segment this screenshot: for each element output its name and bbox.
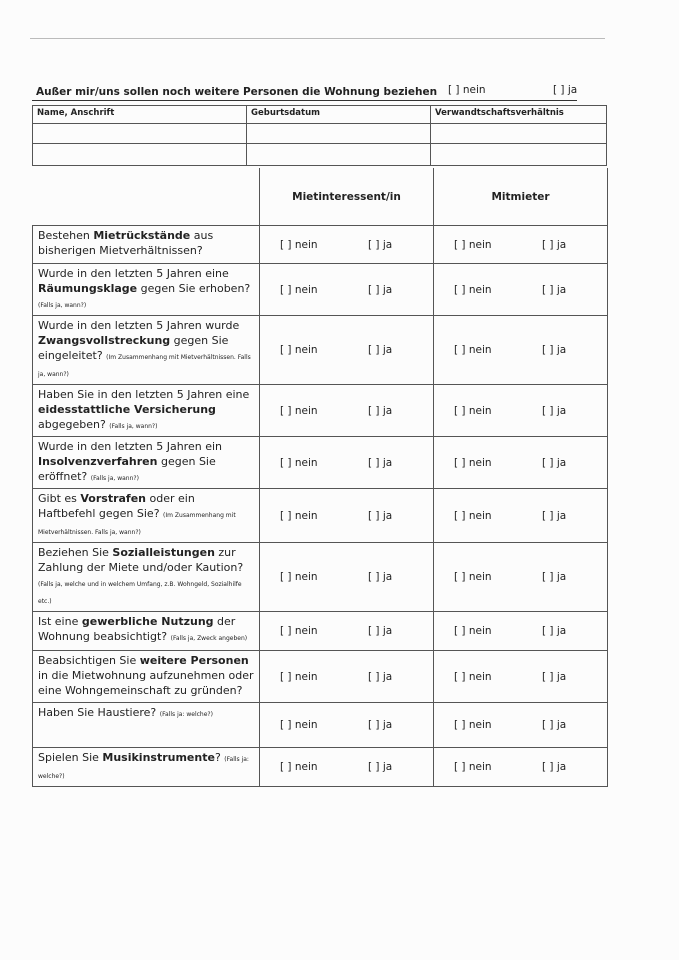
question-text: gegen Sie eröffnet?	[38, 455, 216, 483]
question-note: (Falls ja, wann?)	[90, 475, 139, 482]
question-text: Wurde in den letzten 5 Jahren ein	[38, 440, 222, 453]
question-text: ?	[214, 751, 221, 764]
divider	[30, 38, 605, 39]
checkbox-nein[interactable]: [ ] nein	[454, 625, 492, 637]
question-note: (Falls ja, Zweck angeben)	[170, 635, 248, 642]
input-cell[interactable]	[247, 124, 431, 144]
question-cell	[33, 543, 260, 612]
answer-cell-mietinteressent	[260, 543, 434, 612]
question-keyword: Räumungsklage	[38, 282, 138, 295]
checkbox-ja[interactable]: [ ] ja	[542, 283, 567, 296]
table-row	[33, 385, 608, 437]
answer-cell-mitmieter	[434, 316, 608, 385]
input-cell[interactable]	[431, 144, 607, 166]
checkbox-nein[interactable]: [ ] nein	[454, 283, 492, 296]
checkbox-nein[interactable]: [ ] nein	[454, 509, 492, 522]
question-note: (Falls ja, wann?)	[109, 423, 158, 430]
question-text: gegen Sie erhoben?	[137, 282, 251, 295]
question-text: abgegeben?	[38, 418, 106, 431]
questions-table	[32, 168, 608, 787]
checkbox-nein[interactable]: [ ] nein	[280, 238, 318, 251]
col-header: Geburtsdatum	[247, 106, 431, 124]
checkbox-nein[interactable]: [ ] nein	[454, 344, 492, 356]
answer-cell-mitmieter	[434, 226, 608, 264]
section-title: Außer mir/uns sollen noch weitere Personen die Wohnung beziehen	[36, 86, 438, 98]
table-row	[33, 316, 608, 385]
answer-cell-mietinteressent	[260, 703, 434, 748]
question-text: in die Mietwohnung aufzunehmen oder eine Wohngemeinschaft zu gründen?	[38, 669, 254, 697]
answer-cell-mietinteressent	[260, 489, 434, 543]
input-cell[interactable]	[431, 124, 607, 144]
question-text: Haben Sie Haustiere?	[38, 706, 157, 719]
checkbox-nein[interactable]: [ ] nein	[454, 761, 492, 773]
question-note: (Falls ja: welche?)	[159, 711, 213, 718]
question-text: Beziehen Sie	[38, 546, 113, 559]
question-text: Beabsichtigen Sie	[38, 654, 140, 667]
answer-cell-mitmieter	[434, 489, 608, 543]
answer-cell-mietinteressent	[260, 612, 434, 651]
answer-cell-mitmieter	[434, 264, 608, 316]
checkbox-ja[interactable]: [ ] ja	[542, 670, 567, 683]
question-cell	[33, 385, 260, 437]
question-note: (Im Zusammenhang mit Mietverhältnissen. Falls ja, wann?)	[38, 512, 236, 536]
question-note: (Im Zusammenhang mit Mietverhältnissen. Falls ja, wann?)	[38, 354, 251, 378]
question-keyword: weitere Personen	[139, 654, 249, 667]
checkbox-nein[interactable]: [ ] nein	[280, 456, 318, 469]
checkbox-nein[interactable]: [ ] nein	[454, 571, 492, 583]
answer-cell-mitmieter	[434, 703, 608, 748]
checkbox-ja[interactable]: [ ] ja	[542, 404, 567, 417]
option-ja[interactable]: [ ] ja	[553, 84, 578, 96]
answer-cell-mietinteressent	[260, 651, 434, 703]
checkbox-ja[interactable]: [ ] ja	[368, 719, 393, 731]
checkbox-ja[interactable]: [ ] ja	[542, 761, 567, 773]
question-text: Ist eine	[38, 615, 82, 628]
question-note: (Falls ja, welche und in welchem Umfang, z.B. Wohngeld, Sozialhilfe etc.)	[38, 581, 242, 605]
table-row	[33, 651, 608, 703]
checkbox-nein[interactable]: [ ] nein	[280, 670, 318, 683]
answer-cell-mietinteressent	[260, 226, 434, 264]
col-header: Mitmieter	[434, 168, 608, 226]
answer-cell-mitmieter	[434, 651, 608, 703]
answer-cell-mietinteressent	[260, 748, 434, 787]
question-cell	[33, 264, 260, 316]
question-text: Bestehen	[38, 229, 94, 242]
checkbox-nein[interactable]: [ ] nein	[280, 283, 318, 296]
question-keyword: Sozialleistungen	[112, 546, 215, 559]
table-row	[33, 703, 608, 748]
checkbox-nein[interactable]: [ ] nein	[454, 238, 492, 251]
question-text: oder ein Haftbefehl gegen Sie?	[38, 492, 195, 520]
question-text: Wurde in den letzten 5 Jahren wurde	[38, 319, 240, 332]
checkbox-ja[interactable]: [ ] ja	[368, 571, 393, 583]
question-cell	[33, 612, 260, 651]
checkbox-ja[interactable]: [ ] ja	[542, 238, 567, 251]
answer-cell-mitmieter	[434, 748, 608, 787]
table-row	[33, 748, 608, 787]
answer-cell-mietinteressent	[260, 264, 434, 316]
question-cell	[33, 316, 260, 385]
question-cell	[33, 489, 260, 543]
checkbox-nein[interactable]: [ ] nein	[280, 509, 318, 522]
table-row	[33, 437, 608, 489]
question-text: Spielen Sie	[38, 751, 103, 764]
checkbox-ja[interactable]: [ ] ja	[368, 761, 393, 773]
question-text: aus bisherigen Mietverhältnissen?	[38, 229, 214, 257]
question-keyword: Insolvenzverfahren	[38, 455, 158, 468]
checkbox-ja[interactable]: [ ] ja	[368, 625, 393, 637]
checkbox-ja[interactable]: [ ] ja	[542, 571, 567, 583]
question-keyword: Mietrückstände	[93, 229, 191, 242]
checkbox-ja[interactable]: [ ] ja	[542, 719, 567, 731]
question-note: (Falls ja: welche?)	[38, 756, 249, 780]
checkbox-ja[interactable]: [ ] ja	[368, 404, 393, 417]
answer-cell-mitmieter	[434, 385, 608, 437]
checkbox-nein[interactable]: [ ] nein	[454, 719, 492, 731]
answer-cell-mitmieter	[434, 543, 608, 612]
persons-table	[32, 105, 607, 166]
question-cell	[33, 703, 260, 748]
divider	[32, 100, 577, 101]
question-text: zur Zahlung der Miete und/oder Kaution?	[38, 546, 244, 574]
question-text: der Wohnung beabsichtigt?	[38, 615, 236, 643]
option-nein[interactable]: [ ] nein	[448, 84, 486, 96]
col-header: Name, Anschrift	[33, 106, 247, 124]
table-row	[33, 226, 608, 264]
checkbox-ja[interactable]: [ ] ja	[368, 670, 393, 683]
checkbox-nein[interactable]: [ ] nein	[454, 670, 492, 683]
question-cell	[33, 226, 260, 264]
question-keyword: Musikinstrumente	[102, 751, 215, 764]
checkbox-ja[interactable]: [ ] ja	[368, 509, 393, 522]
answer-cell-mitmieter	[434, 437, 608, 489]
question-note: (Falls ja, wann?)	[38, 302, 87, 309]
checkbox-nein[interactable]: [ ] nein	[280, 571, 318, 583]
answer-cell-mitmieter	[434, 612, 608, 651]
col-header: Verwandtschaftsverhältnis	[431, 106, 607, 124]
table-row	[33, 489, 608, 543]
checkbox-ja[interactable]: [ ] ja	[368, 344, 393, 356]
checkbox-nein[interactable]: [ ] nein	[454, 404, 492, 417]
question-keyword: Zwangsvollstreckung	[38, 334, 171, 347]
checkbox-ja[interactable]: [ ] ja	[542, 456, 567, 469]
answer-cell-mietinteressent	[260, 437, 434, 489]
question-keyword: Vorstrafen	[80, 492, 146, 505]
question-cell	[33, 651, 260, 703]
question-text: Haben Sie in den letzten 5 Jahren eine	[38, 388, 250, 401]
input-cell[interactable]	[33, 144, 247, 166]
checkbox-ja[interactable]: [ ] ja	[368, 283, 393, 296]
question-cell	[33, 437, 260, 489]
checkbox-ja[interactable]: [ ] ja	[542, 625, 567, 637]
question-text: Gibt es	[38, 492, 81, 505]
input-cell[interactable]	[33, 124, 247, 144]
question-keyword: gewerbliche Nutzung	[81, 615, 214, 628]
checkbox-nein[interactable]: [ ] nein	[280, 625, 318, 637]
question-cell	[33, 748, 260, 787]
table-row	[33, 543, 608, 612]
checkbox-nein[interactable]: [ ] nein	[280, 719, 318, 731]
col-header: Mietinteressent/in	[260, 168, 434, 226]
table-row	[33, 612, 608, 651]
question-text: gegen Sie eingeleitet?	[38, 334, 229, 362]
input-cell[interactable]	[247, 144, 431, 166]
checkbox-ja[interactable]: [ ] ja	[542, 344, 567, 356]
question-keyword: eidesstattliche Versicherung	[38, 403, 216, 416]
checkbox-nein[interactable]: [ ] nein	[280, 404, 318, 417]
checkbox-ja[interactable]: [ ] ja	[368, 238, 393, 251]
checkbox-nein[interactable]: [ ] nein	[280, 344, 318, 356]
answer-cell-mietinteressent	[260, 385, 434, 437]
checkbox-nein[interactable]: [ ] nein	[280, 761, 318, 773]
checkbox-ja[interactable]: [ ] ja	[542, 509, 567, 522]
question-text: Wurde in den letzten 5 Jahren eine	[38, 267, 229, 280]
checkbox-ja[interactable]: [ ] ja	[368, 456, 393, 469]
checkbox-nein[interactable]: [ ] nein	[454, 456, 492, 469]
answer-cell-mietinteressent	[260, 316, 434, 385]
table-row	[33, 264, 608, 316]
